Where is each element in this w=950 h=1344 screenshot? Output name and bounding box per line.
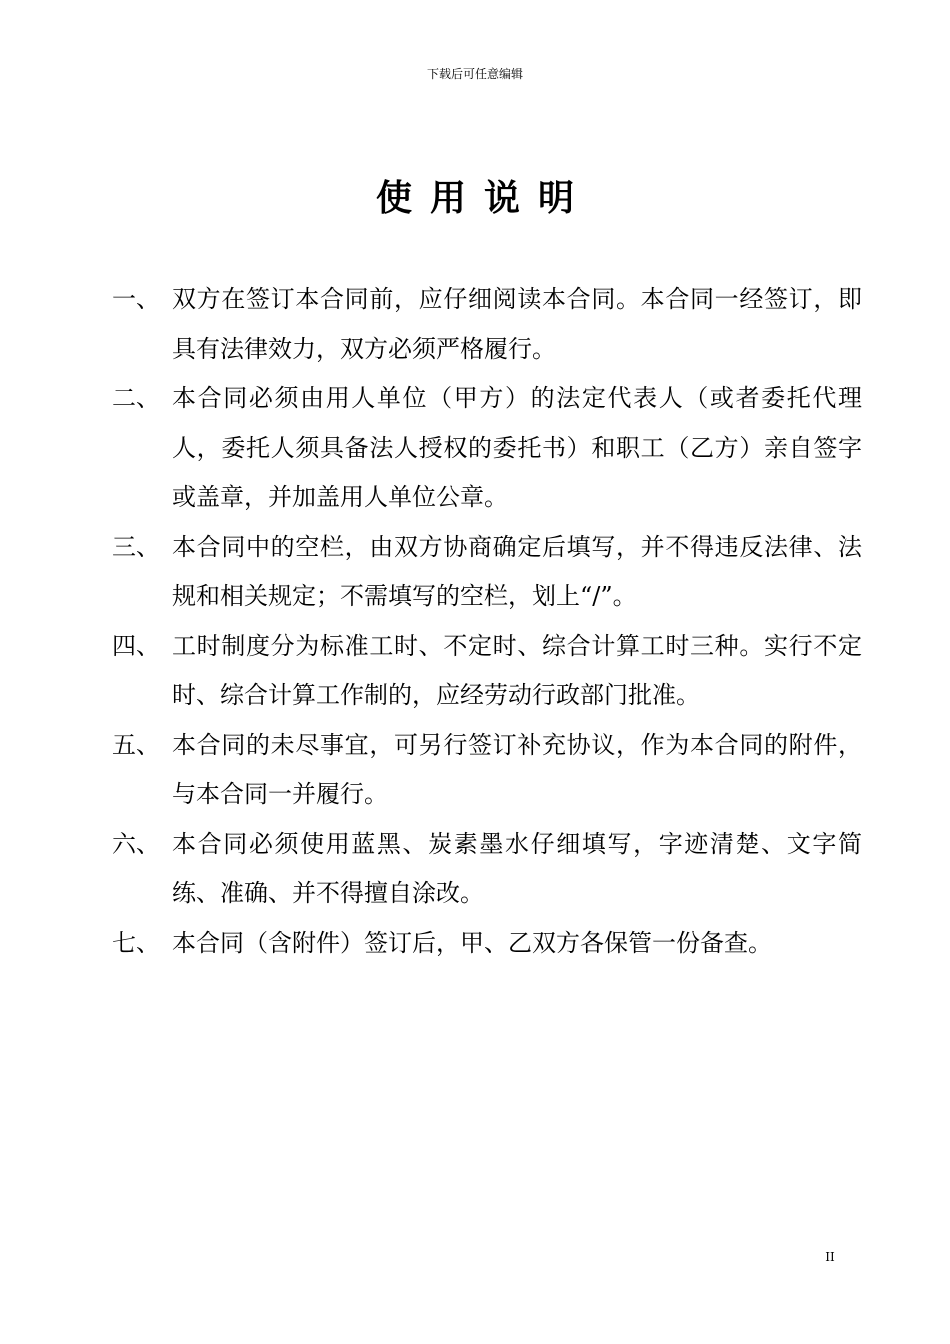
instruction-item-3: [112, 523, 872, 622]
item-number: 二、: [112, 384, 160, 412]
item-text: 本合同中的空栏，由双方协商确定后填写，并不得违反法律、法规和相关规定；不需填写的空栏，划上“/”。: [172, 532, 862, 610]
item-number: 三、: [112, 532, 160, 561]
item-text: 本合同的未尽事宜，可另行签订补充协议，作为本合同的附件，与本合同一并履行。: [172, 730, 862, 808]
item-number: 五、: [112, 730, 160, 759]
item-text: 本合同（含附件）签订后，甲、乙双方各保管一份备查。: [172, 928, 772, 957]
item-text: 本合同必须由用人单位（甲方）的法定代表人（或者委托代理人，委托人须具备法人授权的委托书）和职工（乙方）亲自签字或盖章，并加盖用人单位公章。: [172, 384, 862, 511]
item-text: 工时制度分为标准工时、不定时、综合计算工时三种。实行不定时、综合计算工作制的，应经劳动行政部门批准。: [172, 631, 862, 709]
instruction-item-5: [112, 721, 872, 820]
header-note: 下载后可任意编辑: [426, 67, 523, 81]
item-number: 六、: [112, 829, 160, 858]
item-text: 本合同必须使用蓝黑、炭素墨水仔细填写，字迹清楚、文字简练、准确、并不得擅自涂改。: [172, 829, 862, 907]
instruction-item-2: [112, 374, 872, 523]
instruction-item-6: [112, 820, 872, 919]
instruction-item-7: [112, 919, 872, 969]
instruction-item-4: [112, 622, 872, 721]
item-text: 双方在签订本合同前，应仔细阅读本合同。本合同一经签订，即具有法律效力，双方必须严格履行。: [172, 285, 862, 363]
item-number: 四、: [112, 631, 160, 660]
instruction-list: [112, 275, 872, 968]
item-number: 七、: [112, 928, 160, 957]
item-number: 一、: [112, 285, 160, 313]
page-title: 使用说明: [375, 177, 592, 219]
page-number: II: [825, 1250, 835, 1264]
instruction-item-1: [112, 275, 872, 374]
